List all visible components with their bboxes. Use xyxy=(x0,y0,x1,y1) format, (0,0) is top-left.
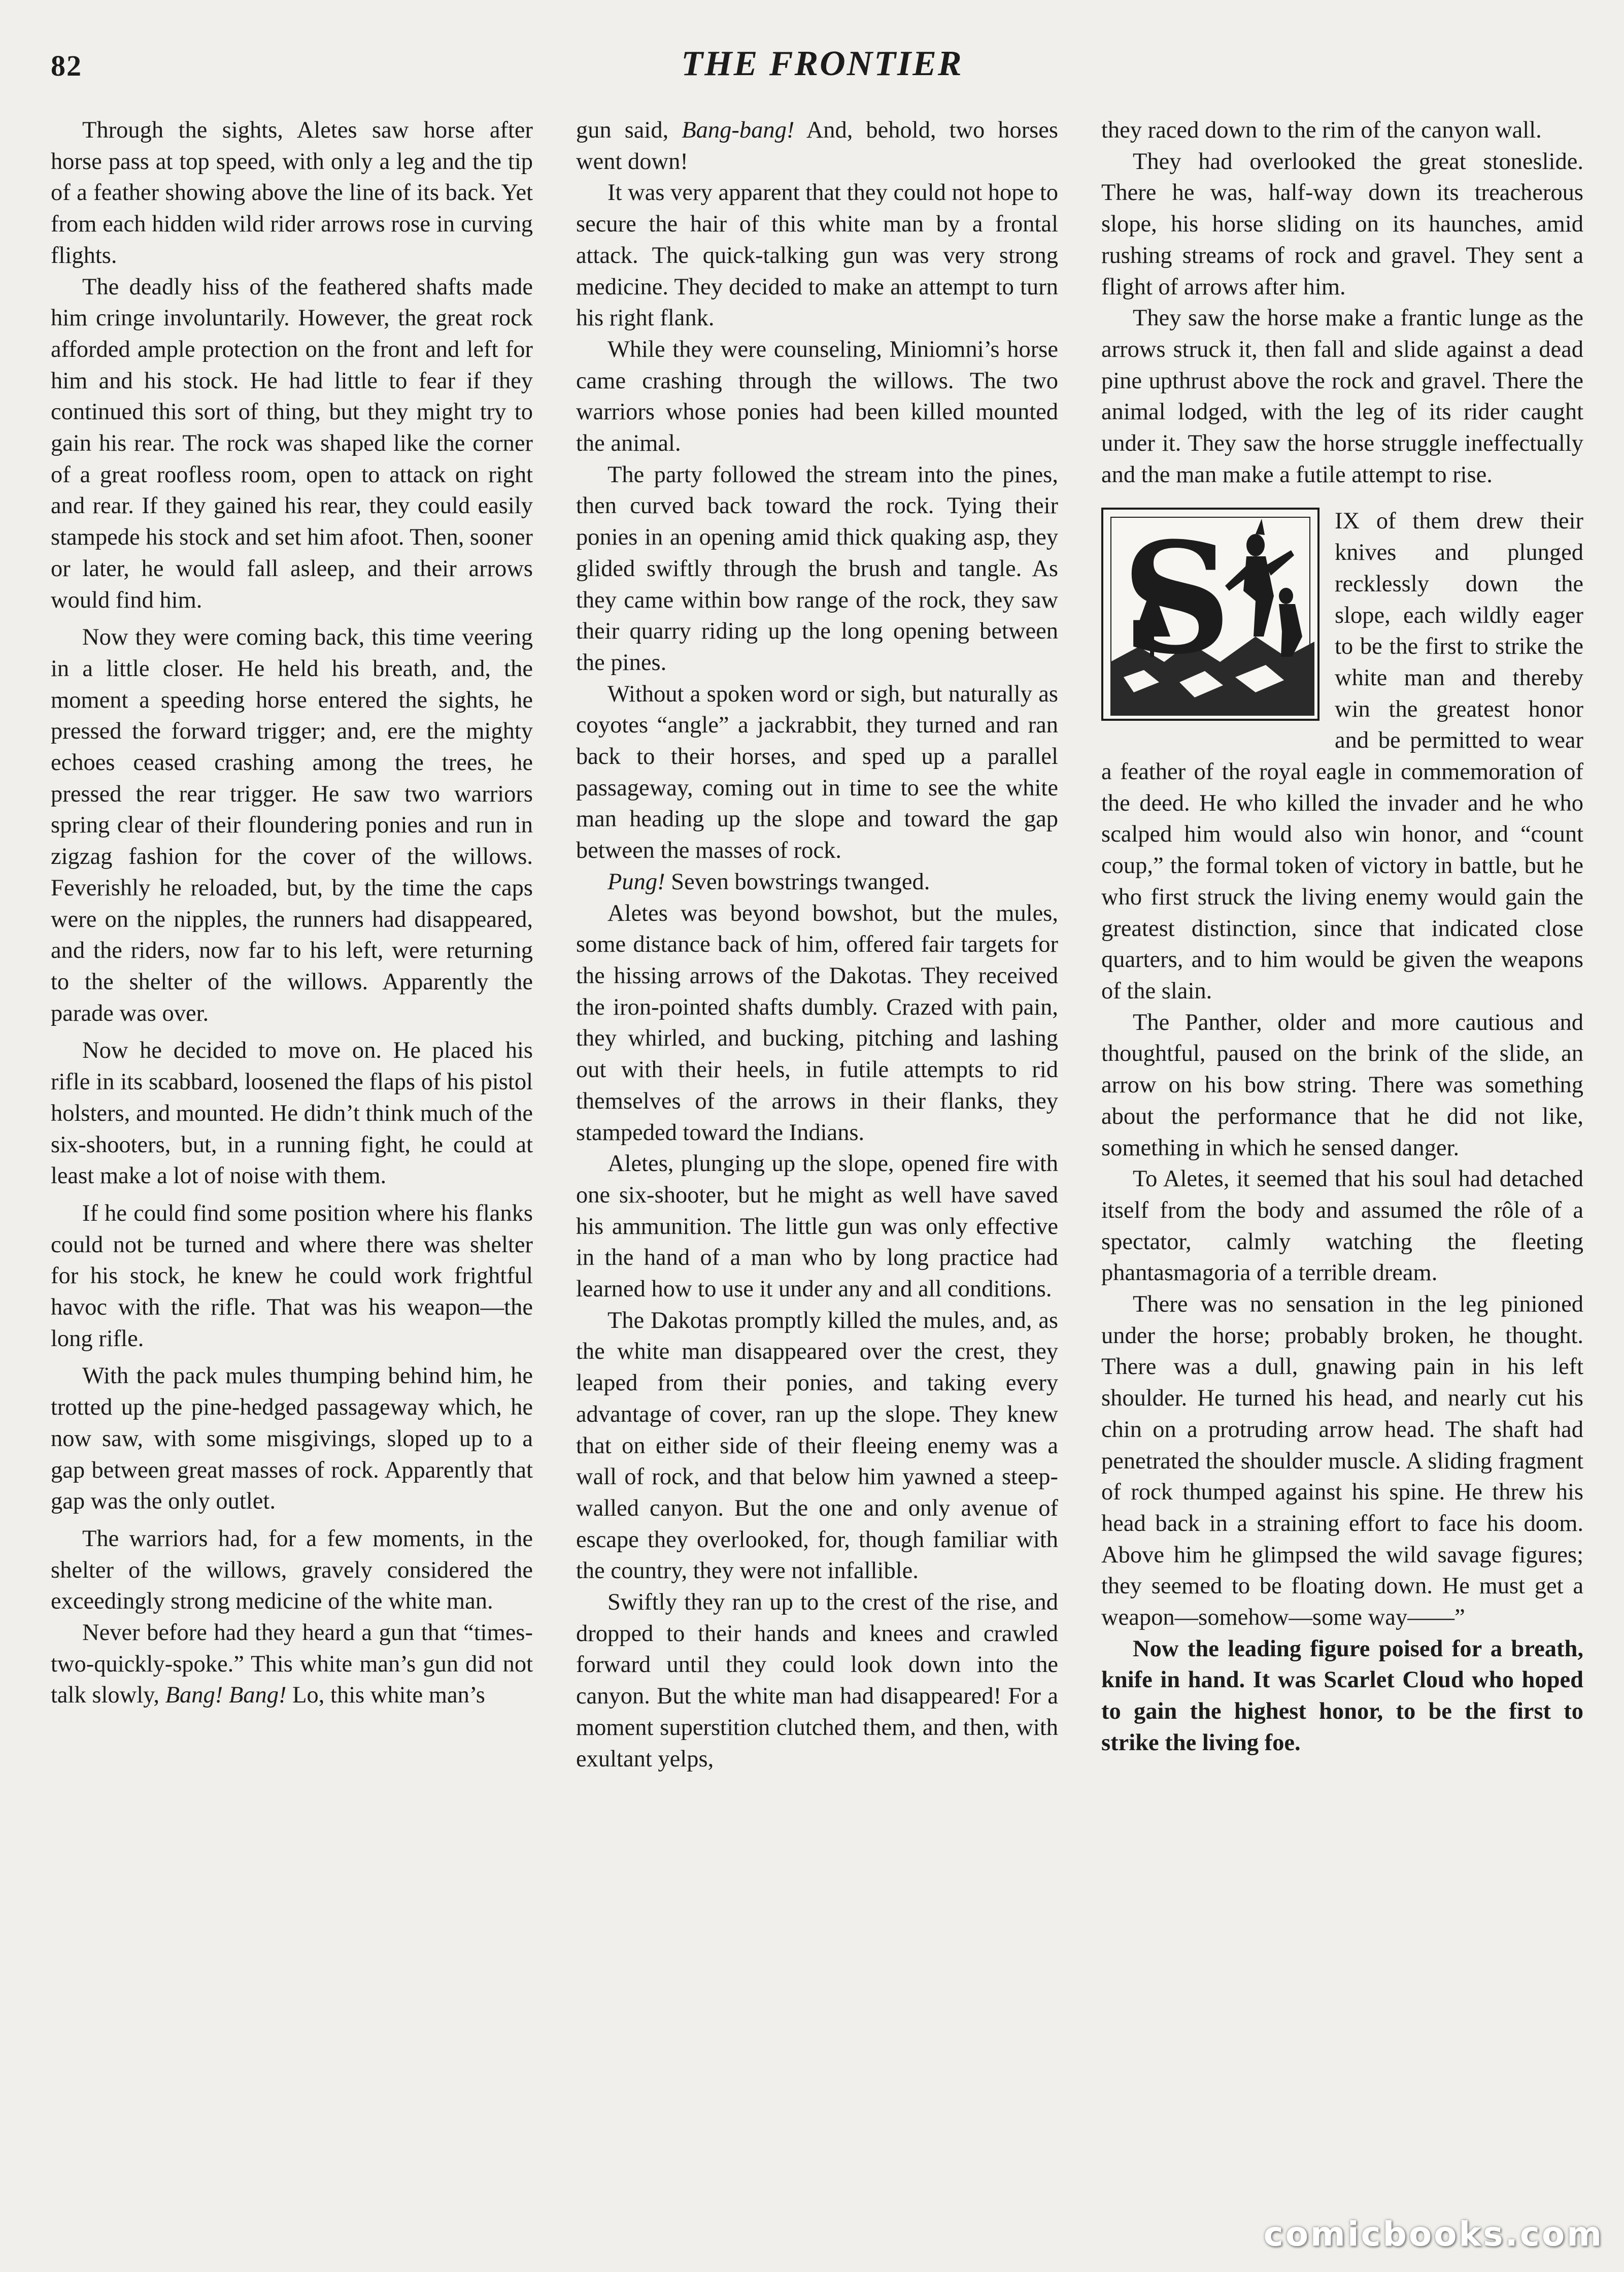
paragraph: The Dakotas promptly killed the mules, and, as the white man disappeared over the crest, they leaped from their ponies, and taking every advantage of cover, ran up the slope. They knew that on either side of their fleeing enemy was a wall of rock, and that below him yawned a steep-walled canyon. But the one and only avenue of escape they overlooked, for, though familiar with the country, they were not infallible. xyxy=(576,1307,1058,1584)
emphasis-text: Bang-bang! xyxy=(682,117,795,143)
paragraph: Now the leading figure poised for a breath, knife in hand. It was Scarlet Cloud who hoped to gain the highest honor, to be the first to strike the living foe. xyxy=(1101,1635,1583,1756)
watermark: comicbooks.com xyxy=(1263,2215,1604,2254)
text-column-1 xyxy=(51,115,533,2201)
paragraph xyxy=(576,866,1058,898)
paragraph-text: Lo, this white man’s xyxy=(286,1682,485,1709)
paragraph: Without a spoken word or sigh, but naturally as coyotes “angle” a jackrabbit, they turned and ran back to their horses, and sped up a parallel passageway, coming out in time to see the white man heading up the slope and toward the gap between the masses of rock. xyxy=(576,681,1058,864)
paragraph: The deadly hiss of the feathered shafts made him cringe involuntarily. However, the great rock afforded ample protection on the front and left for him and his stock. He had little to fear if they continued this sort of thing, but they might try to gain his rear. The rock was shaped like the corner of a great roofless room, open to attack on right and rear. If they gained his rear, they could easily stampede his stock and set him afoot. Then, sooner or later, he would fall asleep, and their arrows would find him. xyxy=(51,274,533,613)
running-title: THE FRONTIER xyxy=(681,44,963,83)
paragraph: To Aletes, it seemed that his soul had detached itself from the body and assumed the rôle of a spectator, calmly watching the fleeting phantasmagoria of a terrible dream. xyxy=(1101,1166,1583,1286)
paragraph: Now they were coming back, this time veering in a little closer. He held his breath, and, the moment a speeding horse entered the sights, he pressed the forward trigger; and, ere the mighty echoes ceased crashing among the trees, he pressed the rear trigger. He saw two warriors spring clear of their floundering ponies and run in zigzag fashion for the cover of the willows. Feverishly he reloaded, but, by the time the caps were on the nipples, the runners had disappeared, and the riders, now far to his left, were returning to the shelter of the willows. Apparently the parade was over. xyxy=(51,624,533,1026)
text-column-2 xyxy=(576,115,1058,2201)
page-number: 82 xyxy=(51,49,82,82)
paragraph-text: Seven bowstrings twanged. xyxy=(665,868,930,895)
emphasis-text: Bang! Bang! xyxy=(165,1682,287,1709)
paragraph: The party followed the stream into the pines, then curved back toward the rock. Tying their ponies in an opening amid thick quaking asp, they glided swiftly through the brush and tangle. As they came within bow range of the rock, they saw their quarry riding up the long opening between the pines. xyxy=(576,461,1058,676)
paragraph: The Panther, older and more cautious and thoughtful, paused on the brink of the slide, an arrow on his bow string. There was something about the performance that he did not like, something in which he sensed danger. xyxy=(1101,1009,1583,1161)
illustrated-drop-cap xyxy=(1101,508,1319,721)
paragraph: If he could find some position where his flanks could not be turned and where there was shelter for his stock, he knew he could work frightful havoc with the rifle. That was his weapon—the long rifle. xyxy=(51,1200,533,1352)
paragraph: Aletes was beyond bowshot, but the mules, some distance back of him, offered fair targets for the hissing arrows of the Dakotas. They received the iron-pointed shafts dumbly. Crazed with pain, they whirled, and bucking, pitching and lashing out with their heels, in futile attempts to rid themselves of the arrows in their flanks, they stampeded toward the Indians. xyxy=(576,900,1058,1146)
section-opening-paragraph xyxy=(1101,506,1583,1007)
page-header xyxy=(51,41,1594,96)
paragraph: There was no sensation in the leg pinioned under the horse; probably broken, he thought. There was a dull, gnawing pain in his left shoulder. He turned his head, and nearly cut his chin on a protruding arrow head. The shaft had penetrated the shoulder muscle. A sliding fragment of rock thumped against his spine. He threw his head back in a straining effort to face his doom. Above him he glimpsed the wild savage figures; they seemed to be floating down. He must get a weapon—somehow—some way——” xyxy=(1101,1291,1583,1631)
text-column-3 xyxy=(1101,115,1583,2201)
paragraph xyxy=(51,1617,533,1711)
article-body xyxy=(51,115,1583,2201)
paragraph: Now he decided to move on. He placed his rifle in its scabbard, loosened the flaps of his pistol holsters, and mounted. He didn’t think much of the six-shooters, but, in a running fight, he could at least make a lot of noise with them. xyxy=(51,1038,533,1189)
paragraph-text: gun said, xyxy=(576,117,682,143)
paragraph-text: Never before had they heard a gun that “times-two-quickly-spoke.” This white man’s gun did not talk slowly, xyxy=(51,1620,533,1709)
paragraph: With the pack mules thumping behind him, he trotted up the pine-hedged passageway which, he now saw, with some misgivings, sloped up to a gap between great masses of rock. Apparently that gap was the only outlet. xyxy=(51,1363,533,1515)
paragraph: they raced down to the rim of the canyon wall. xyxy=(1101,117,1542,143)
paragraph: Through the sights, Aletes saw horse after horse pass at top speed, with only a leg and the tip of a feather showing above the line of its back. Yet from each hidden wild rider arrows rose in curving flights. xyxy=(51,117,533,269)
paragraph: While they were counseling, Miniomni’s horse came crashing through the willows. The two warriors whose ponies had been killed mounted the animal. xyxy=(576,336,1058,457)
emphasis-text: Pung! xyxy=(607,868,665,895)
paragraph: It was very apparent that they could not hope to secure the hair of this white man by a frontal attack. The quick-talking gun was very strong medicine. They decided to make an attempt to turn his right flank. xyxy=(576,180,1058,331)
paragraph xyxy=(576,115,1058,177)
paragraph: Swiftly they ran up to the crest of the rise, and dropped to their hands and knees and crawled forward until they could look down into the canyon. But the white man had disappeared! For a moment superstition clutched them, and then, with exultant yelps, xyxy=(576,1589,1058,1772)
paragraph: The warriors had, for a few moments, in the shelter of the willows, gravely considered the exceedingly strong medicine of the white man. xyxy=(51,1525,533,1615)
paragraph-text: IX of them drew their knives and plunged recklessly down the slope, each wildly eager to be the first to strike the white man and thereby win the greatest honor and be permitted to wear a feather of the royal eagle in commemoration of the deed. He who killed the invader and he who scalped him would also win honor, and “count coup,” the formal token of victory in battle, but he who first struck the living enemy would gain the greatest distinction, since that indicated close quarters, and to him would be given the weapons of the slain. xyxy=(1101,508,1583,1004)
paragraph: Aletes, plunging up the slope, opened fire with one six-shooter, but he might as well have saved his ammunition. The little gun was only effective in the hand of a man who by long practice had learned how to use it under any and all conditions. xyxy=(576,1151,1058,1302)
paragraph: They had overlooked the great stoneslide. There he was, half-way down its treacherous slope, his horse sliding on its haunches, amid rushing streams of rock and gravel. They sent a flight of arrows after him. xyxy=(1101,148,1583,300)
paragraph: They saw the horse make a frantic lunge as the arrows struck it, then fall and slide against a dead pine upthrust above the rock and gravel. There the animal lodged, with the leg of its rider caught under it. They saw the horse struggle ineffectually and the man make a futile attempt to rise. xyxy=(1101,305,1583,488)
drop-cap-letter: S xyxy=(1122,509,1232,688)
paragraph-text: And, behold, two horses went down! xyxy=(576,117,1058,175)
